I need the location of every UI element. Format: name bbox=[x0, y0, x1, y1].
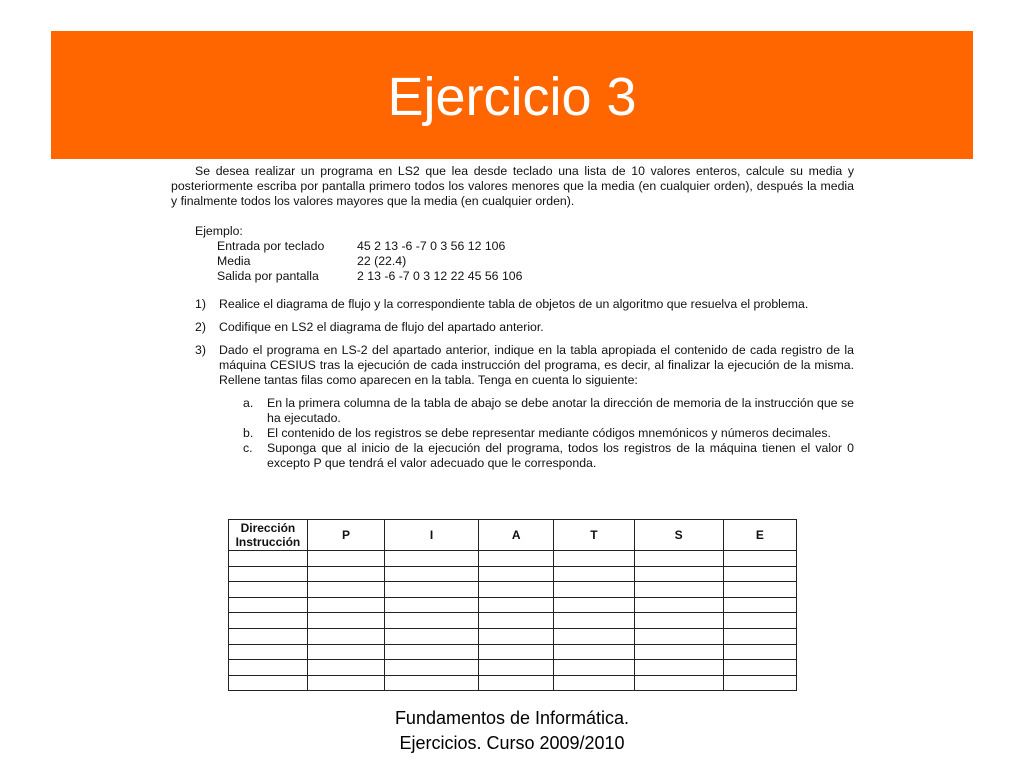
table-row bbox=[229, 551, 797, 567]
title-band bbox=[51, 31, 973, 159]
table-row bbox=[229, 566, 797, 582]
table-row bbox=[229, 644, 797, 660]
task-text: Realice el diagrama de flujo y la correspondiente tabla de objetos de un algoritmo que resuelva el problema. bbox=[219, 297, 809, 311]
table-cell bbox=[307, 660, 384, 676]
table-cell bbox=[307, 566, 384, 582]
table-cell bbox=[723, 613, 796, 629]
table-cell bbox=[634, 660, 723, 676]
table-cell bbox=[554, 660, 634, 676]
table-cell bbox=[385, 582, 479, 598]
example-label: Salida por pantalla bbox=[217, 269, 319, 283]
table-cell bbox=[634, 551, 723, 567]
table-cell bbox=[723, 644, 796, 660]
task-number: 1) bbox=[195, 297, 206, 311]
table-cell bbox=[554, 597, 634, 613]
table-cell bbox=[554, 613, 634, 629]
table-cell bbox=[479, 551, 554, 567]
table-cell bbox=[479, 597, 554, 613]
table-row bbox=[229, 582, 797, 598]
table-cell bbox=[385, 597, 479, 613]
example-block bbox=[195, 224, 854, 284]
table-cell bbox=[479, 644, 554, 660]
table-cell bbox=[479, 582, 554, 598]
table-cell bbox=[307, 613, 384, 629]
table-cell bbox=[554, 582, 634, 598]
header-p: P bbox=[307, 520, 384, 551]
example-row bbox=[217, 269, 854, 284]
table-cell bbox=[385, 628, 479, 644]
header-e: E bbox=[723, 520, 796, 551]
task-number: 3) bbox=[195, 343, 206, 357]
table-cell bbox=[229, 551, 308, 567]
table-cell bbox=[307, 628, 384, 644]
table-cell bbox=[723, 660, 796, 676]
slide-title: Ejercicio 3 bbox=[387, 67, 637, 127]
table-cell bbox=[479, 660, 554, 676]
header-i: I bbox=[385, 520, 479, 551]
table-cell bbox=[229, 644, 308, 660]
table-row bbox=[229, 628, 797, 644]
table-cell bbox=[479, 628, 554, 644]
example-label: Media bbox=[217, 254, 251, 268]
subtask-list bbox=[243, 396, 854, 471]
table-cell bbox=[634, 644, 723, 660]
table-cell bbox=[554, 675, 634, 691]
table-row bbox=[229, 597, 797, 613]
table-cell bbox=[307, 551, 384, 567]
table-cell bbox=[723, 628, 796, 644]
footer-line-1: Fundamentos de Informática. bbox=[394, 708, 630, 728]
intro-paragraph: Se desea realizar un programa en LS2 que lea desde teclado una lista de 10 valores enteros, calcule su media y posteriormente escriba por pantalla primero todos los valores menores que la media (en cualquier orden), después la media y finalmente todos los valores mayores que la media (en cualquier orden). bbox=[171, 164, 854, 208]
table-cell bbox=[554, 566, 634, 582]
task-text: Codifique en LS2 el diagrama de flujo del apartado anterior. bbox=[219, 320, 544, 334]
task-item bbox=[195, 320, 854, 335]
table-cell bbox=[634, 566, 723, 582]
table-body bbox=[229, 551, 797, 691]
table-cell bbox=[634, 675, 723, 691]
table-header-row bbox=[229, 520, 797, 551]
example-label: Entrada por teclado bbox=[217, 239, 325, 253]
table-row bbox=[229, 613, 797, 629]
subtask-text: En la primera columna de la tabla de abajo se debe anotar la dirección de memoria de la instrucción que se ha ejecutado. bbox=[267, 396, 854, 425]
table-cell bbox=[229, 597, 308, 613]
table-cell bbox=[554, 644, 634, 660]
footer-line-2: Ejercicios. Curso 2009/2010 bbox=[399, 733, 625, 753]
table-cell bbox=[307, 675, 384, 691]
table-cell bbox=[229, 628, 308, 644]
table-cell bbox=[554, 628, 634, 644]
task-list bbox=[195, 297, 854, 471]
exercise-document bbox=[171, 160, 854, 471]
table-cell bbox=[723, 551, 796, 567]
table-cell bbox=[229, 566, 308, 582]
example-value: 22 (22.4) bbox=[357, 254, 407, 268]
table-cell bbox=[229, 660, 308, 676]
table-cell bbox=[385, 660, 479, 676]
task-text: Dado el programa en LS-2 del apartado anterior, indique en la tabla apropiada el contenido de cada registro de la máquina CESIUS tras la ejecución de cada instrucción del programa, es decir, al finalizar la ejecución de la misma. Rellene tantas filas como aparecen en la tabla. Tenga en cuenta lo siguiente: bbox=[219, 343, 854, 387]
table-cell bbox=[723, 582, 796, 598]
table-row bbox=[229, 660, 797, 676]
table-cell bbox=[634, 628, 723, 644]
subtask-item bbox=[243, 426, 854, 441]
header-instruccion: Instrucción bbox=[235, 535, 301, 549]
table-cell bbox=[634, 613, 723, 629]
example-value: 45 2 13 -6 -7 0 3 56 12 106 bbox=[357, 239, 506, 253]
subtask-letter: c. bbox=[243, 441, 253, 455]
subtask-item bbox=[243, 441, 854, 471]
subtask-item bbox=[243, 396, 854, 426]
table-cell bbox=[479, 566, 554, 582]
subtask-text: Suponga que al inicio de la ejecución del programa, todos los registros de la máquina tienen el valor 0 excepto P que tendrá el valor adecuado que le corresponda. bbox=[267, 441, 854, 470]
task-number: 2) bbox=[195, 320, 206, 334]
example-row bbox=[217, 239, 854, 254]
table-cell bbox=[229, 613, 308, 629]
table-cell bbox=[479, 675, 554, 691]
table-row bbox=[229, 675, 797, 691]
table-cell bbox=[634, 582, 723, 598]
subtask-text: El contenido de los registros se debe representar mediante códigos mnemónicos y números decimales. bbox=[267, 426, 831, 440]
table-cell bbox=[723, 675, 796, 691]
header-s: S bbox=[634, 520, 723, 551]
table-cell bbox=[634, 597, 723, 613]
table-cell bbox=[307, 644, 384, 660]
header-direccion-instruccion bbox=[229, 520, 308, 551]
table-cell bbox=[723, 566, 796, 582]
table-cell bbox=[385, 566, 479, 582]
task-item bbox=[195, 343, 854, 388]
footer bbox=[312, 706, 712, 756]
example-heading: Ejemplo: bbox=[195, 224, 243, 238]
table-cell bbox=[307, 582, 384, 598]
table-cell bbox=[385, 675, 479, 691]
header-t: T bbox=[554, 520, 634, 551]
example-value: 2 13 -6 -7 0 3 12 22 45 56 106 bbox=[357, 269, 523, 283]
table-cell bbox=[554, 551, 634, 567]
subtask-letter: b. bbox=[243, 426, 254, 440]
table-cell bbox=[307, 597, 384, 613]
table-cell bbox=[385, 613, 479, 629]
table-cell bbox=[229, 675, 308, 691]
header-direccion: Dirección bbox=[240, 521, 296, 535]
table-cell bbox=[229, 582, 308, 598]
register-table bbox=[228, 519, 797, 691]
task-item bbox=[195, 297, 854, 312]
subtask-letter: a. bbox=[243, 396, 254, 410]
table-cell bbox=[385, 551, 479, 567]
table-cell bbox=[385, 644, 479, 660]
example-row bbox=[217, 254, 854, 269]
header-a: A bbox=[479, 520, 554, 551]
table-cell bbox=[479, 613, 554, 629]
table-cell bbox=[723, 597, 796, 613]
